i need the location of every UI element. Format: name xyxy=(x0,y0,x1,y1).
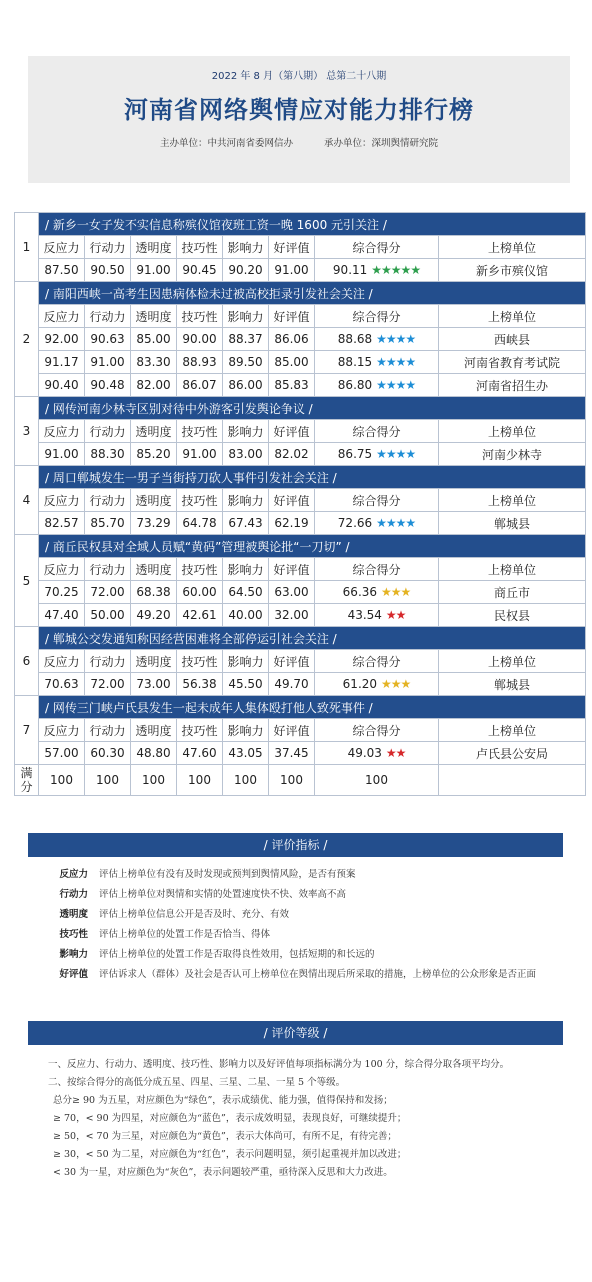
score-cell: 88.93 xyxy=(177,351,223,374)
grades-rule-1: 一、反应力、行动力、透明度、技巧性、影响力以及好评值每项指标满分为 100 分，综合得分取各项平均分。 xyxy=(48,1059,510,1070)
full-score-value: 100 xyxy=(85,765,131,796)
table-row xyxy=(15,581,586,604)
table-row xyxy=(15,328,586,351)
score-cell: 85.70 xyxy=(85,512,131,535)
score-cell: 91.00 xyxy=(269,259,315,282)
total-score: 88.68 xyxy=(337,332,373,346)
total-score: 66.36 xyxy=(342,585,378,599)
column-header: 上榜单位 xyxy=(439,558,586,581)
indicator-term: 反应力 xyxy=(59,869,88,880)
page-title: 河南省网络舆情应对能力排行榜 xyxy=(124,96,474,124)
grade-level: < 30 为一星，对应颜色为“灰色”，表示问题较严重，亟待深入反思和大力改进。 xyxy=(53,1167,393,1178)
score-cell: 82.02 xyxy=(269,443,315,466)
column-header: 行动力 xyxy=(85,236,131,259)
score-cell: 73.29 xyxy=(131,512,177,535)
indicator-term: 好评值 xyxy=(59,969,88,980)
star-rating-icon: ★★★★★ xyxy=(371,263,421,277)
full-score-row xyxy=(15,765,586,796)
star-rating-icon: ★★ xyxy=(385,608,406,622)
column-header: 行动力 xyxy=(85,305,131,328)
score-cell: 68.38 xyxy=(131,581,177,604)
score-cell: 83.00 xyxy=(223,443,269,466)
star-rating-icon: ★★★★ xyxy=(376,378,416,392)
total-score: 43.54 xyxy=(347,608,382,622)
column-header: 技巧性 xyxy=(177,558,223,581)
total-score: 49.03 xyxy=(347,746,382,760)
column-header-row xyxy=(15,558,586,581)
total-score-cell xyxy=(315,259,439,282)
column-header-row xyxy=(15,650,586,673)
event-title: / 周口郸城发生一男子当街持刀砍人事件引发社会关注 / xyxy=(39,466,586,489)
unit-name: 商丘市 xyxy=(439,581,586,604)
score-cell: 63.00 xyxy=(269,581,315,604)
star-rating-icon: ★★★★ xyxy=(376,332,416,346)
score-cell: 43.05 xyxy=(223,742,269,765)
score-cell: 47.60 xyxy=(177,742,223,765)
column-header: 综合得分 xyxy=(315,236,439,259)
score-cell: 85.00 xyxy=(269,351,315,374)
column-header: 透明度 xyxy=(131,305,177,328)
event-title: / 南阳西峡一高考生因患病体检未过被高校拒录引发社会关注 / xyxy=(39,282,586,305)
column-header: 影响力 xyxy=(223,489,269,512)
column-header: 影响力 xyxy=(223,420,269,443)
event-number: 5 xyxy=(15,535,39,627)
table-row xyxy=(15,604,586,627)
score-cell: 56.38 xyxy=(177,673,223,696)
full-score-value: 100 xyxy=(177,765,223,796)
event-title: / 新乡一女子发不实信息称殡仪馆夜班工资一晚 1600 元引关注 / xyxy=(39,213,586,236)
full-score-value: 100 xyxy=(131,765,177,796)
event-row xyxy=(15,213,586,236)
total-score-cell xyxy=(315,443,439,466)
column-header: 反应力 xyxy=(39,420,85,443)
score-cell: 60.30 xyxy=(85,742,131,765)
column-header: 上榜单位 xyxy=(439,650,586,673)
score-cell: 91.17 xyxy=(39,351,85,374)
indicator-term: 透明度 xyxy=(59,909,88,920)
score-cell: 85.00 xyxy=(131,328,177,351)
column-header: 好评值 xyxy=(269,305,315,328)
indicator-desc: 评估诉求人（群体）及社会是否认可上榜单位在舆情出现后所采取的措施，上榜单位的公众形象是否正面 xyxy=(99,969,537,980)
total-score-cell xyxy=(315,328,439,351)
column-header: 上榜单位 xyxy=(439,420,586,443)
grade-level: ≥ 50，< 70 为三星，对应颜色为“黄色”，表示大体尚可，有所不足，有待完善； xyxy=(53,1131,397,1142)
unit-name: 西峡县 xyxy=(439,328,586,351)
grades-section xyxy=(28,1056,568,1182)
event-number: 6 xyxy=(15,627,39,696)
score-cell: 47.40 xyxy=(39,604,85,627)
event-number: 3 xyxy=(15,397,39,466)
column-header: 技巧性 xyxy=(177,305,223,328)
score-cell: 57.00 xyxy=(39,742,85,765)
column-header: 行动力 xyxy=(85,558,131,581)
column-header: 好评值 xyxy=(269,558,315,581)
full-score-unit xyxy=(439,765,586,796)
event-row xyxy=(15,627,586,650)
unit-name: 民权县 xyxy=(439,604,586,627)
score-cell: 86.00 xyxy=(223,374,269,397)
score-cell: 92.00 xyxy=(39,328,85,351)
indicator-term: 行动力 xyxy=(59,889,88,900)
column-header: 反应力 xyxy=(39,719,85,742)
table-row xyxy=(15,673,586,696)
column-header-row xyxy=(15,420,586,443)
column-header: 好评值 xyxy=(269,236,315,259)
score-cell: 64.78 xyxy=(177,512,223,535)
event-row xyxy=(15,696,586,719)
unit-name: 新乡市殡仪馆 xyxy=(439,259,586,282)
column-header: 反应力 xyxy=(39,489,85,512)
score-cell: 85.83 xyxy=(269,374,315,397)
column-header: 综合得分 xyxy=(315,420,439,443)
total-score: 86.80 xyxy=(337,378,373,392)
table-row xyxy=(15,742,586,765)
star-rating-icon: ★★★ xyxy=(381,677,411,691)
column-header: 反应力 xyxy=(39,650,85,673)
total-score-cell xyxy=(315,512,439,535)
unit-name: 河南少林寺 xyxy=(439,443,586,466)
score-cell: 50.00 xyxy=(85,604,131,627)
total-score-cell xyxy=(315,351,439,374)
star-rating-icon: ★★★★ xyxy=(376,516,416,530)
score-cell: 49.70 xyxy=(269,673,315,696)
column-header: 综合得分 xyxy=(315,305,439,328)
grades-title: / 评价等级 / xyxy=(28,1021,563,1045)
column-header: 行动力 xyxy=(85,420,131,443)
unit-name: 卢氏县公安局 xyxy=(439,742,586,765)
score-cell: 91.00 xyxy=(177,443,223,466)
score-cell: 89.50 xyxy=(223,351,269,374)
score-cell: 32.00 xyxy=(269,604,315,627)
indicator-item xyxy=(28,966,563,1002)
column-header: 技巧性 xyxy=(177,236,223,259)
score-cell: 72.00 xyxy=(85,581,131,604)
score-cell: 90.00 xyxy=(177,328,223,351)
star-rating-icon: ★★ xyxy=(385,746,406,760)
full-score-value: 100 xyxy=(269,765,315,796)
grade-level: ≥ 70，< 90 为四星，对应颜色为“蓝色”，表示成效明显，表现良好，可继续提升； xyxy=(53,1113,407,1124)
score-cell: 91.00 xyxy=(39,443,85,466)
unit-name: 郸城县 xyxy=(439,673,586,696)
ranking-table xyxy=(14,212,586,796)
event-number: 7 xyxy=(15,696,39,765)
column-header-row xyxy=(15,305,586,328)
score-cell: 40.00 xyxy=(223,604,269,627)
indicators-title: / 评价指标 / xyxy=(28,833,563,857)
indicators-list xyxy=(28,866,563,1002)
score-cell: 91.00 xyxy=(85,351,131,374)
column-header-row xyxy=(15,236,586,259)
column-header: 综合得分 xyxy=(315,650,439,673)
sponsors-line xyxy=(28,135,570,149)
score-cell: 90.48 xyxy=(85,374,131,397)
full-score-value: 100 xyxy=(39,765,85,796)
total-score-cell xyxy=(315,604,439,627)
column-header: 透明度 xyxy=(131,558,177,581)
score-cell: 72.00 xyxy=(85,673,131,696)
full-score-value: 100 xyxy=(315,765,439,796)
column-header: 上榜单位 xyxy=(439,236,586,259)
total-score-cell xyxy=(315,742,439,765)
table-row xyxy=(15,512,586,535)
indicator-item xyxy=(28,946,563,966)
score-cell: 67.43 xyxy=(223,512,269,535)
indicator-desc: 评估上榜单位信息公开是否及时、充分、有效 xyxy=(99,909,290,920)
column-header: 技巧性 xyxy=(177,420,223,443)
full-score-label-line: 分 xyxy=(20,780,33,794)
event-row xyxy=(15,397,586,420)
score-cell: 42.61 xyxy=(177,604,223,627)
total-score: 72.66 xyxy=(337,516,373,530)
indicator-item xyxy=(28,866,563,886)
star-rating-icon: ★★★ xyxy=(381,585,411,599)
score-cell: 62.19 xyxy=(269,512,315,535)
indicator-item xyxy=(28,886,563,906)
column-header: 影响力 xyxy=(223,236,269,259)
score-cell: 85.20 xyxy=(131,443,177,466)
column-header: 好评值 xyxy=(269,719,315,742)
event-row xyxy=(15,282,586,305)
column-header: 反应力 xyxy=(39,305,85,328)
indicator-desc: 评估上榜单位对舆情和实情的处置速度快不快、效率高不高 xyxy=(99,889,347,900)
score-cell: 90.45 xyxy=(177,259,223,282)
column-header: 技巧性 xyxy=(177,650,223,673)
column-header: 行动力 xyxy=(85,650,131,673)
full-score-label-line: 满 xyxy=(20,766,33,780)
score-cell: 90.20 xyxy=(223,259,269,282)
total-score: 90.11 xyxy=(332,263,368,277)
table-row xyxy=(15,259,586,282)
score-cell: 83.30 xyxy=(131,351,177,374)
event-title: / 网传河南少林寺区别对待中外游客引发舆论争议 / xyxy=(39,397,586,420)
column-header: 行动力 xyxy=(85,489,131,512)
score-cell: 45.50 xyxy=(223,673,269,696)
score-cell: 90.63 xyxy=(85,328,131,351)
score-cell: 70.63 xyxy=(39,673,85,696)
total-score: 61.20 xyxy=(342,677,378,691)
column-header: 技巧性 xyxy=(177,719,223,742)
indicator-item xyxy=(28,906,563,926)
column-header: 透明度 xyxy=(131,489,177,512)
score-cell: 82.57 xyxy=(39,512,85,535)
total-score-cell xyxy=(315,581,439,604)
event-number: 4 xyxy=(15,466,39,535)
full-score-value: 100 xyxy=(223,765,269,796)
column-header: 反应力 xyxy=(39,236,85,259)
column-header: 好评值 xyxy=(269,650,315,673)
score-cell: 91.00 xyxy=(131,259,177,282)
event-title: / 商丘民权县对全域人员赋“黄码”管理被舆论批“一刀切” / xyxy=(39,535,586,558)
column-header: 影响力 xyxy=(223,305,269,328)
indicator-desc: 评估上榜单位的处置工作是否恰当、得体 xyxy=(99,929,271,940)
column-header: 综合得分 xyxy=(315,719,439,742)
host-unit: 主办单位：中共河南省委网信办 xyxy=(159,138,293,149)
column-header: 综合得分 xyxy=(315,558,439,581)
issue-line: 2022 年 8 月（第八期） 总第二十八期 xyxy=(211,71,387,82)
indicator-desc: 评估上榜单位的处置工作是否取得良性效用，包括短期的和长远的 xyxy=(99,949,375,960)
score-cell: 48.80 xyxy=(131,742,177,765)
unit-name: 河南省招生办 xyxy=(439,374,586,397)
column-header: 综合得分 xyxy=(315,489,439,512)
score-cell: 37.45 xyxy=(269,742,315,765)
grades-rule-2: 二、按综合得分的高低分成五星、四星、三星、二星、一星 5 个等级。 xyxy=(48,1077,346,1088)
indicator-item xyxy=(28,926,563,946)
total-score-cell xyxy=(315,374,439,397)
column-header: 技巧性 xyxy=(177,489,223,512)
star-rating-icon: ★★★★ xyxy=(376,355,416,369)
score-cell: 86.06 xyxy=(269,328,315,351)
column-header-row xyxy=(15,719,586,742)
event-row xyxy=(15,466,586,489)
event-number: 2 xyxy=(15,282,39,397)
column-header: 透明度 xyxy=(131,420,177,443)
column-header-row xyxy=(15,489,586,512)
indicator-term: 影响力 xyxy=(59,949,88,960)
column-header: 影响力 xyxy=(223,719,269,742)
column-header: 透明度 xyxy=(131,236,177,259)
table-row xyxy=(15,351,586,374)
column-header: 影响力 xyxy=(223,558,269,581)
organizer-unit: 承办单位：深圳舆情研究院 xyxy=(324,138,439,149)
grade-level: ≥ 30，< 50 为二星，对应颜色为“红色”，表示问题明显，须引起重视并加以改进； xyxy=(53,1149,407,1160)
column-header: 上榜单位 xyxy=(439,719,586,742)
column-header: 透明度 xyxy=(131,650,177,673)
score-cell: 88.30 xyxy=(85,443,131,466)
unit-name: 河南省教育考试院 xyxy=(439,351,586,374)
star-rating-icon: ★★★★ xyxy=(376,447,416,461)
column-header: 好评值 xyxy=(269,489,315,512)
score-cell: 49.20 xyxy=(131,604,177,627)
column-header: 好评值 xyxy=(269,420,315,443)
unit-name: 郸城县 xyxy=(439,512,586,535)
score-cell: 90.40 xyxy=(39,374,85,397)
event-title: / 网传三门峡卢氏县发生一起未成年人集体殴打他人致死事件 / xyxy=(39,696,586,719)
score-cell: 82.00 xyxy=(131,374,177,397)
total-score-cell xyxy=(315,673,439,696)
indicator-desc: 评估上榜单位有没有及时发现或预判到舆情风险，是否有预案 xyxy=(99,869,356,880)
column-header: 上榜单位 xyxy=(439,305,586,328)
score-cell: 64.50 xyxy=(223,581,269,604)
score-cell: 73.00 xyxy=(131,673,177,696)
column-header: 上榜单位 xyxy=(439,489,586,512)
score-cell: 88.37 xyxy=(223,328,269,351)
score-cell: 70.25 xyxy=(39,581,85,604)
column-header: 影响力 xyxy=(223,650,269,673)
grade-level: 总分≥ 90 为五星，对应颜色为“绿色”，表示成绩优、能力强，值得保持和发扬； xyxy=(53,1095,393,1106)
total-score: 88.15 xyxy=(337,355,373,369)
score-cell: 90.50 xyxy=(85,259,131,282)
score-cell: 86.07 xyxy=(177,374,223,397)
indicator-term: 技巧性 xyxy=(59,929,88,940)
event-number: 1 xyxy=(15,213,39,282)
report-header xyxy=(28,56,570,183)
score-cell: 60.00 xyxy=(177,581,223,604)
column-header: 反应力 xyxy=(39,558,85,581)
column-header: 透明度 xyxy=(131,719,177,742)
table-row xyxy=(15,374,586,397)
column-header: 行动力 xyxy=(85,719,131,742)
full-score-label xyxy=(15,765,39,796)
event-row xyxy=(15,535,586,558)
total-score: 86.75 xyxy=(337,447,373,461)
event-title: / 郸城公交发通知称因经营困难将全部停运引社会关注 / xyxy=(39,627,586,650)
table-row xyxy=(15,443,586,466)
score-cell: 87.50 xyxy=(39,259,85,282)
